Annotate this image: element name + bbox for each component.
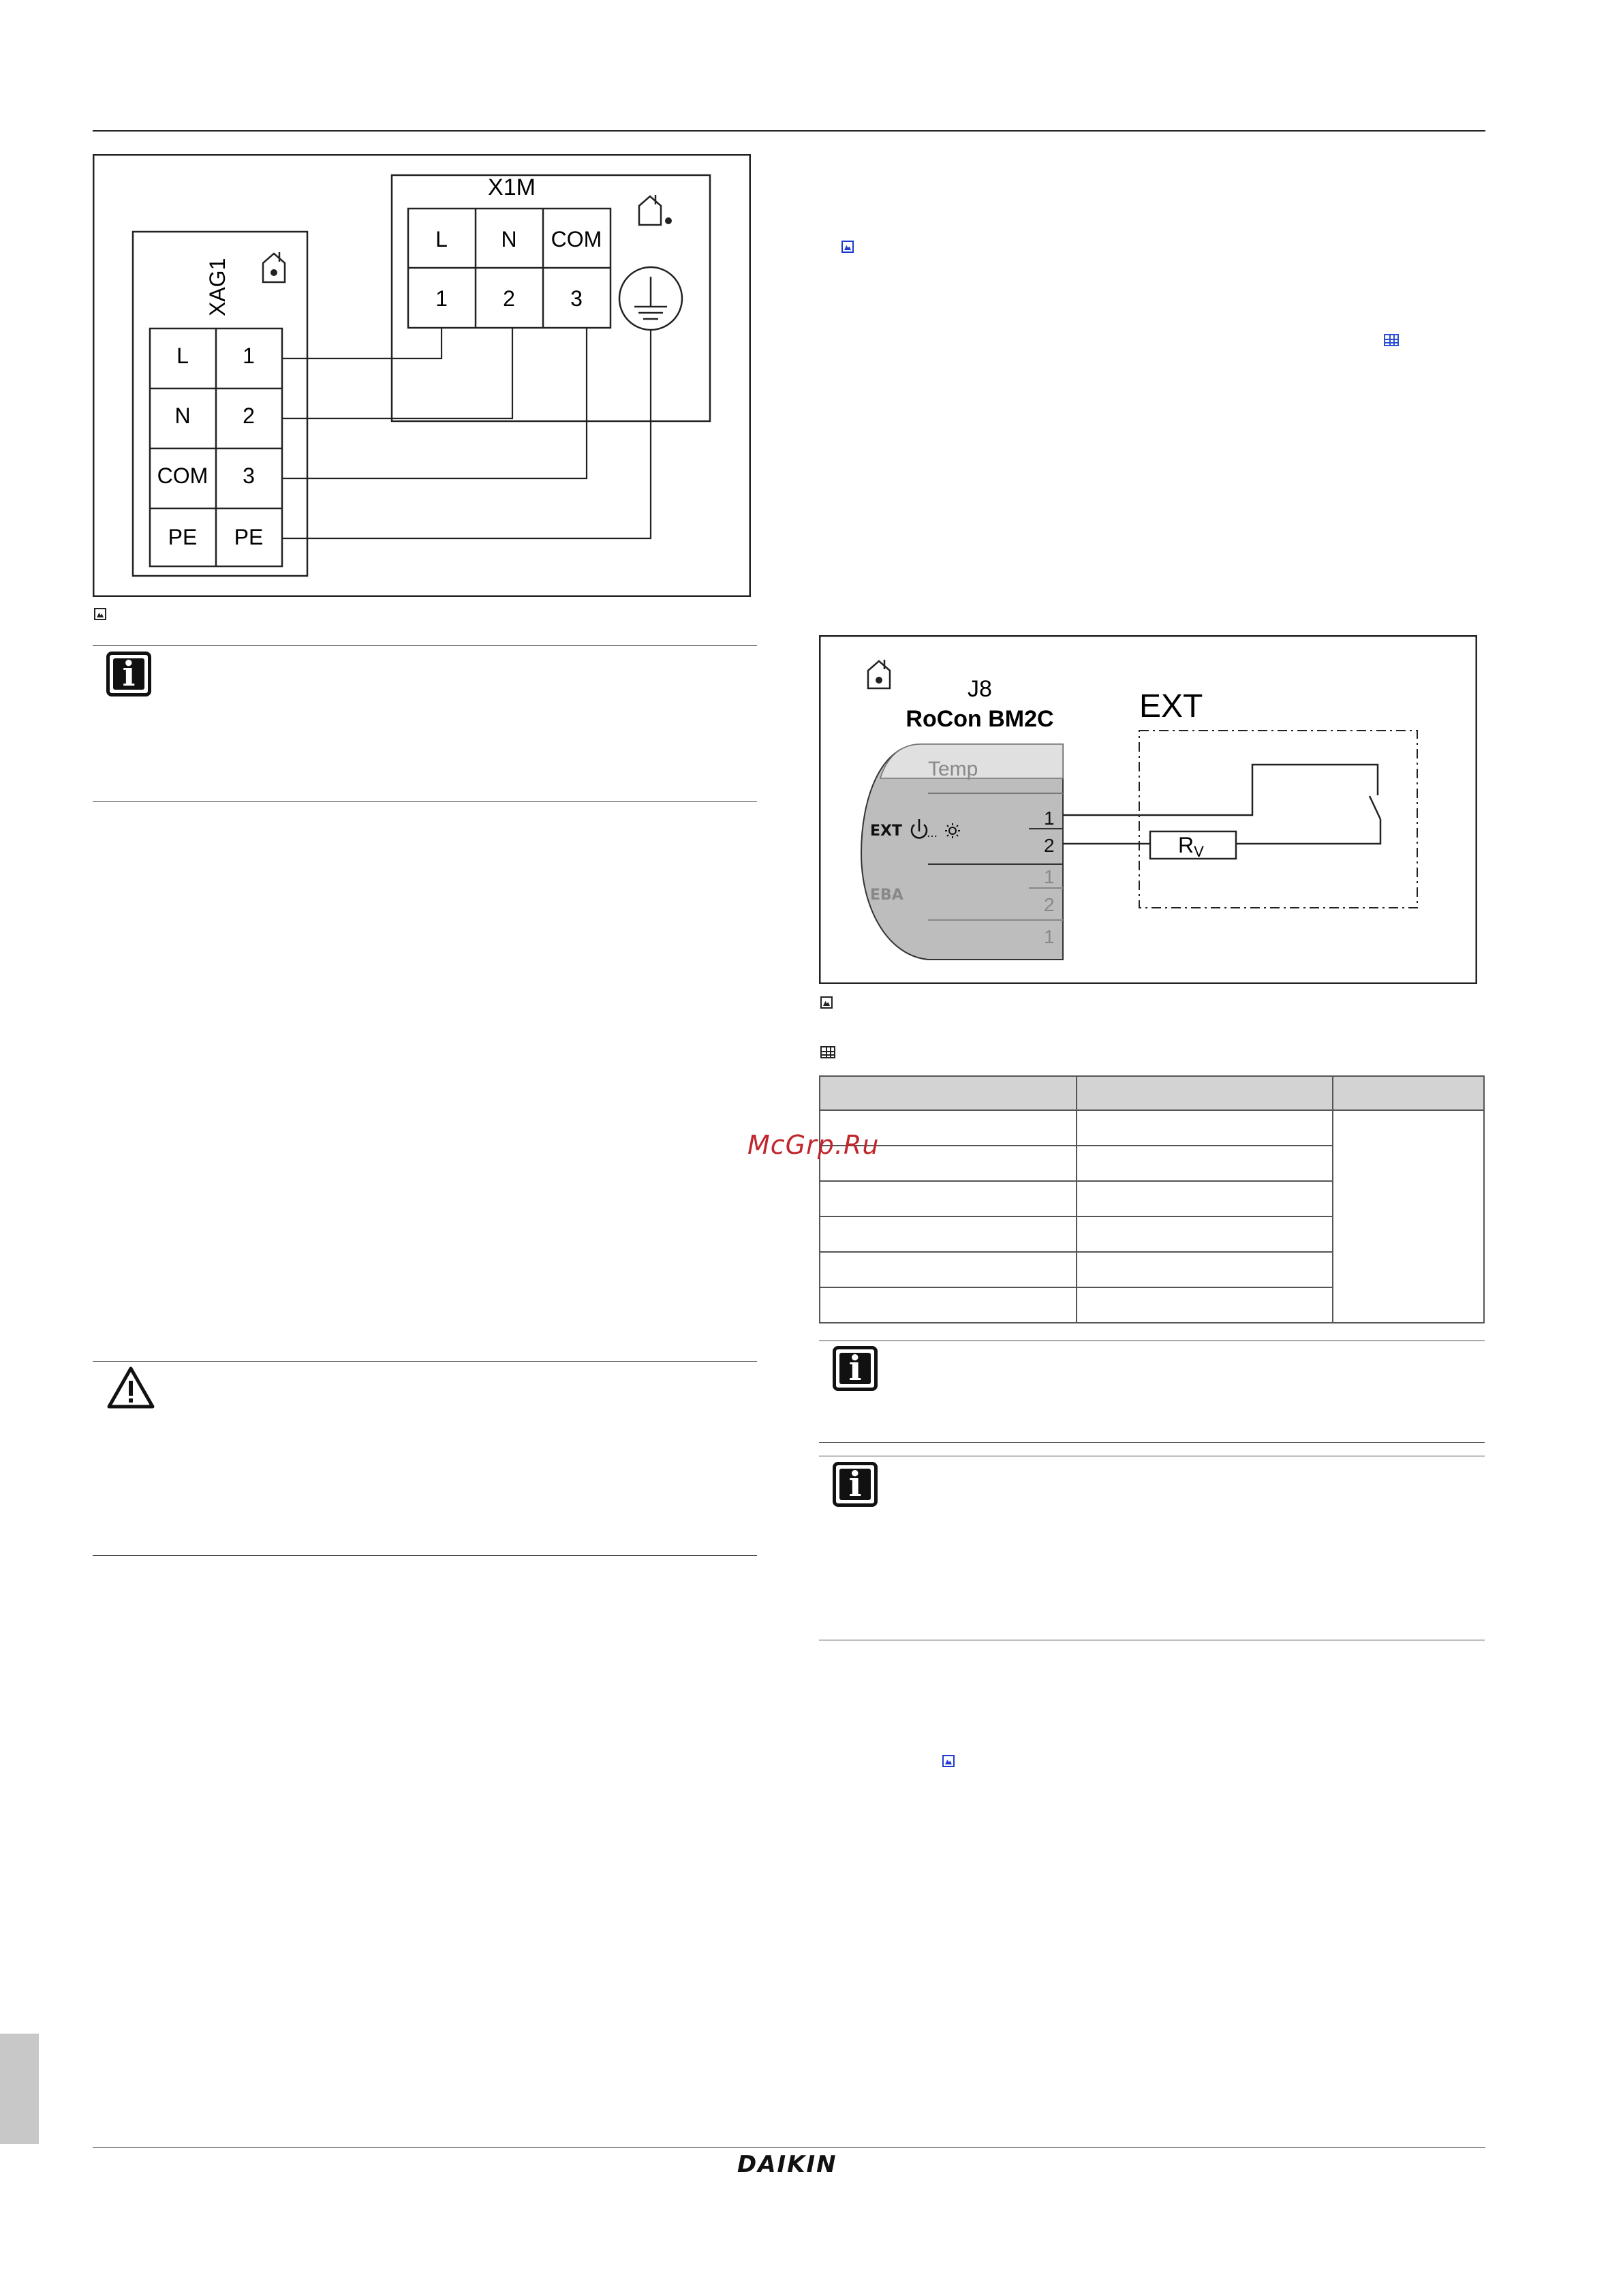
- ext-table: [819, 1075, 1485, 1323]
- warning-rule: [93, 1361, 757, 1362]
- terminal-2: 2: [1044, 835, 1055, 856]
- table-header-cell: [1333, 1076, 1484, 1110]
- resistor-subscript: V: [1194, 843, 1204, 860]
- figure-link-icon[interactable]: [841, 241, 854, 253]
- ext-terminal-label: EXT: [870, 823, 902, 840]
- warning-rule: [93, 1555, 757, 1556]
- table-header-row: [820, 1076, 1484, 1110]
- x1m-label: X1M: [488, 174, 536, 200]
- resistor-label: R: [1178, 833, 1194, 857]
- x1m-number-2: 2: [503, 286, 515, 311]
- xag1-row4-right: PE: [234, 525, 264, 549]
- xag1-row4-left: PE: [168, 525, 198, 549]
- svg-text:…: …: [927, 827, 938, 840]
- terminal-1: 1: [1044, 808, 1055, 829]
- info-icon: [106, 652, 151, 697]
- xag1-row1-left: L: [176, 343, 189, 368]
- table-link-icon[interactable]: [1384, 334, 1399, 346]
- xag1-label: XAG1: [205, 258, 230, 316]
- ext-title: EXT: [1139, 688, 1203, 724]
- device-label: RoCon BM2C: [906, 706, 1054, 732]
- x1m-header-com: COM: [551, 227, 602, 251]
- watermark: McGrp.Ru: [747, 1130, 880, 1160]
- terminal-eba-1: 1: [1044, 866, 1055, 887]
- xag1-row2-left: N: [174, 403, 191, 428]
- table-header-cell: [820, 1076, 1077, 1110]
- note-rule: [93, 801, 757, 802]
- table-icon: [820, 1046, 835, 1058]
- figure-icon: [94, 608, 106, 620]
- table-header-cell: [1077, 1076, 1333, 1110]
- xag1-row3-left: COM: [157, 463, 208, 488]
- side-tab: [0, 2034, 39, 2144]
- xag1-row1-right: 1: [243, 343, 255, 368]
- wiring-figure-xag1-x1m: [93, 154, 751, 597]
- info-icon: [833, 1462, 878, 1507]
- connector-label: J8: [968, 676, 992, 702]
- eba-terminal-label: EBA: [870, 887, 903, 904]
- table-row: [820, 1110, 1484, 1146]
- x1m-header-n: N: [501, 227, 517, 251]
- header-rule: [93, 130, 1485, 132]
- temp-label: Temp: [928, 758, 978, 780]
- warning-icon: [106, 1366, 155, 1409]
- footer-rule: [93, 2147, 1485, 2148]
- x1m-number-1: 1: [435, 286, 448, 311]
- x1m-header-l: L: [435, 227, 448, 251]
- figure-icon: [820, 996, 833, 1009]
- wiring-figure-rocon-ext: [819, 635, 1477, 984]
- xag1-row3-right: 3: [243, 463, 255, 488]
- xag1-row2-right: 2: [243, 403, 255, 428]
- figure-link-icon[interactable]: [942, 1755, 955, 1767]
- terminal-eba-2: 2: [1044, 894, 1055, 915]
- brand-logo: DAIKIN: [737, 2151, 837, 2178]
- note-rule: [819, 1442, 1485, 1443]
- info-icon: [833, 1346, 878, 1391]
- terminal-extra-1: 1: [1044, 926, 1055, 947]
- note-rule: [93, 645, 757, 646]
- x1m-number-3: 3: [570, 286, 583, 311]
